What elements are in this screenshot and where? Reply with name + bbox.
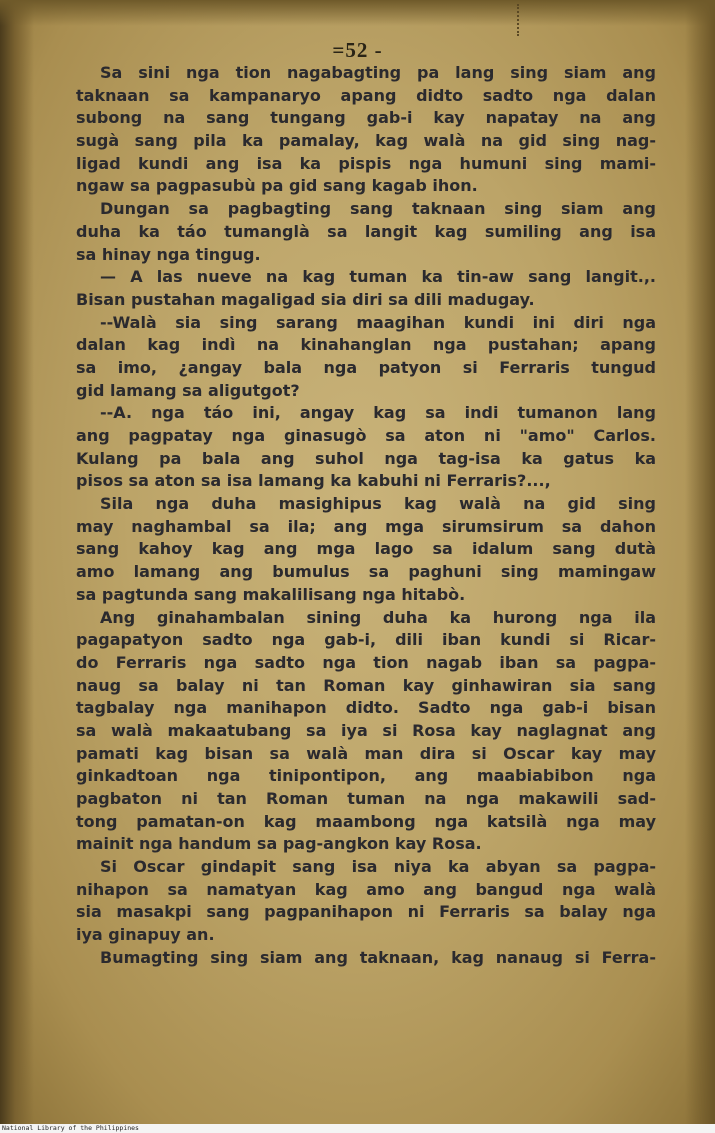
text-line: — A las nueve na kag tuman ka tin-aw sang langit.,.: [100, 267, 656, 287]
text-line: Kulang pa bala ang suhol nga tag-isa ka gatus ka: [76, 448, 656, 468]
text-line: sa walà makaatubang sa iya si Rosa kay naglagnat ang: [76, 720, 656, 740]
text-line: sa hinay nga tingug.: [76, 244, 261, 264]
page-number: =52 -: [332, 38, 383, 62]
text-line: ngaw sa pagpasubù pa gid sang kagab ihon.: [76, 176, 478, 196]
text-line: sugà sang pila ka pamalay, kag walà na gid sing nag-: [76, 131, 656, 151]
text-line: Bumagting sing siam ang taknaan, kag nanaug si Ferra-: [100, 947, 656, 967]
text-line: tong pamatan-on kag maambong nga katsilà nga may: [76, 811, 656, 831]
page-shadow-top: [0, 0, 715, 26]
text-line: Si Oscar gindapit sang isa niya ka abyan sa pagpa-: [100, 857, 656, 877]
page-shadow-right: [685, 0, 715, 1124]
text-line: Ang ginahambalan sining duha ka hurong nga ila: [100, 607, 656, 627]
library-credit: National Library of the Philippines: [2, 1124, 139, 1132]
text-line: Bisan pustahan magaligad sia diri sa dili madugay.: [76, 289, 535, 309]
text-line: Sila nga duha masighipus kag walà na gid sing: [100, 494, 656, 514]
text-line: mainit nga handum sa pag-angkon kay Rosa.: [76, 834, 482, 854]
text-line: Sa sini nga tion nagabagting pa lang sing siam ang: [100, 63, 656, 82]
text-line: pamati kag bisan sa walà man dira si Oscar kay may: [76, 743, 656, 763]
text-line: ligad kundi ang isa ka pispis nga humuni sing mami-: [76, 153, 656, 173]
text-line: naug sa balay ni tan Roman kay ginhawiran sia sang: [76, 675, 656, 695]
text-line: dalan kag indì na kinahanglan nga pustahan; apang: [76, 335, 656, 355]
body-text: [76, 62, 656, 970]
text-line: pagapatyon sadto nga gab-i, dili iban kundi si Ricar-: [76, 630, 656, 650]
text-line: sa imo, ¿angay bala nga patyon si Ferraris tungud: [76, 357, 656, 377]
text-line: duha ka táo tumanglà sa langit kag sumiling ang isa: [76, 221, 656, 241]
text-line: --A. nga táo ini, angay kag sa indi tumanon lang: [100, 403, 656, 423]
text-line: subong na sang tungang gab-i kay napatay na ang: [76, 108, 656, 128]
text-line: Dungan sa pagbagting sang taknaan sing siam ang: [100, 199, 656, 219]
text-line: --Walà sia sing sarang maagihan kundi ini diri nga: [100, 312, 656, 332]
text-line: sang kahoy kag ang mga lago sa idalum sang dutà: [76, 539, 656, 559]
text-line: do Ferraris nga sadto nga tion nagab iban sa pagpa-: [76, 652, 656, 672]
text-line: taknaan sa kampanaryo apang didto sadto nga dalan: [76, 85, 656, 105]
text-line: pisos sa aton sa isa lamang ka kabuhi ni Ferraris?...,: [76, 471, 551, 491]
footer-strip: [0, 1124, 715, 1133]
text-line: amo lamang ang bumulus sa paghuni sing mamingaw: [76, 562, 656, 582]
text-line: sa pagtunda sang makalilisang nga hitabò.: [76, 584, 466, 604]
text-line: iya ginapuy an.: [76, 925, 215, 945]
page-shadow-left: [0, 0, 34, 1124]
text-line: ang pagpatay nga ginasugò sa aton ni "amo" Carlos.: [76, 426, 656, 445]
text-line: sia masakpi sang pagpanihapon ni Ferraris sa balay nga: [76, 902, 656, 922]
text-line: may naghambal sa ila; ang mga sirumsirum sa dahon: [76, 516, 656, 536]
text-line: pagbaton ni tan Roman tuman na nga makawili sad-: [76, 789, 656, 808]
text-line: gid lamang sa aligutgot?: [76, 380, 300, 400]
binding-marks: [517, 4, 525, 36]
text-line: tagbalay nga manihapon didto. Sadto nga gab-i bisan: [76, 698, 656, 718]
text-line: ginkadtoan nga tinipontipon, ang maabiabibon nga: [76, 766, 656, 786]
text-line: nihapon sa namatyan kag amo ang bangud nga walà: [76, 879, 656, 899]
